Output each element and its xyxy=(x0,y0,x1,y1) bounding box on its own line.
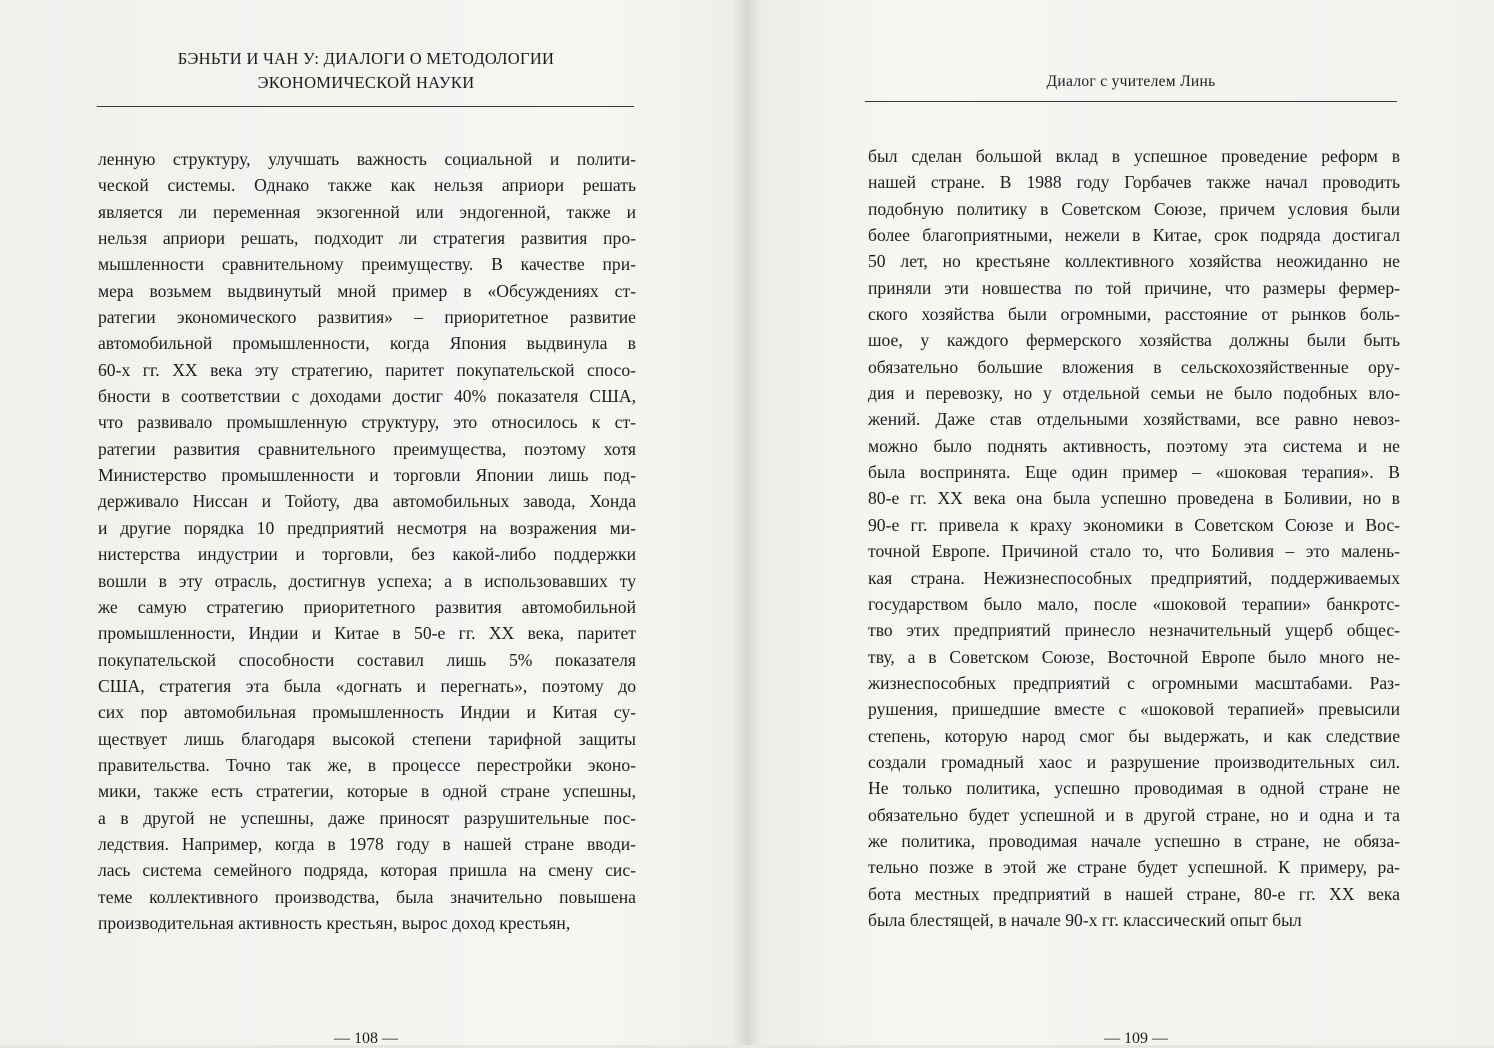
text-line: покупательской способности составил лишь 5% показателя xyxy=(98,649,636,670)
text-line: теме коллективного производства, была значительно повышена xyxy=(98,886,636,907)
text-line: ратегии развития сравнительного преимущества, поэтому хотя xyxy=(98,438,636,459)
text-line: а в другой не успешны, даже приносят разрушительные пос- xyxy=(98,807,636,828)
text-line: 60-х гг. XX века эту стратегию, паритет покупательской спосо- xyxy=(98,359,636,380)
text-line: жений. Даже став отдельными хозяйствами, все равно невоз- xyxy=(868,409,1400,430)
text-line: Не только политика, успешно проводимая в одной стране не xyxy=(868,778,1400,799)
text-line: 80-е гг. XX века она была успешно проведена в Боливии, но в xyxy=(868,488,1400,509)
text-line: нистерства индустрии и торговли, без какой-либо поддержки xyxy=(98,544,636,565)
text-line: обязательно будет успешной и в другой стране, но и одна и та xyxy=(868,804,1400,825)
text-line: тельно позже в этой же стране будет успешной. К примеру, ра- xyxy=(868,857,1400,878)
text-line: 50 лет, но крестьяне коллективного хозяйства неожиданно не xyxy=(868,251,1400,272)
text-line: мики, также есть стратегии, которые в одной стране успешны, xyxy=(98,781,636,802)
text-line: тво этих предприятий принесло незначительный ущерб общес- xyxy=(868,620,1400,641)
text-line: что развивало промышленную структуру, это относилось к ст- xyxy=(98,412,636,433)
running-head xyxy=(865,70,1397,94)
text-line: государством было мало, после «шоковой терапии» банкротс- xyxy=(868,593,1400,614)
running-head xyxy=(100,47,632,95)
text-line: бота местных предприятий в нашей стране, 80-е гг. XX века xyxy=(868,883,1400,904)
text-line: ского хозяйства были огромными, расстояние от рынков боль- xyxy=(868,304,1400,325)
text-line: рушения, пришедшие вместе с «шоковой терапией» превысили xyxy=(868,699,1400,720)
text-line: же самую стратегию приоритетного развития автомобильной xyxy=(98,596,636,617)
text-line: подобную политику в Советском Союзе, причем условия были xyxy=(868,198,1400,219)
text-line: ратегии экономического развития» – приоритетное развитие xyxy=(98,307,636,328)
page-number: — 109 — xyxy=(1104,1030,1168,1047)
body-text xyxy=(868,143,1400,933)
text-line: точной Европе. Причиной стало то, что Боливия – это малень- xyxy=(868,541,1400,562)
text-line: кая страна. Нежизнеспособных предприятий, поддерживаемых xyxy=(868,567,1400,588)
text-line: 90-е гг. привела к краху экономики в Советском Союзе и Вос- xyxy=(868,514,1400,535)
text-line: нашей стране. В 1988 году Горбачев также начал проводить xyxy=(868,172,1400,193)
text-line: промышленности, Индии и Китае в 50-е гг. XX века, паритет xyxy=(98,623,636,644)
header-rule xyxy=(97,106,634,107)
text-line: более благоприятными, нежели в Китае, срок подряда достигал xyxy=(868,225,1400,246)
text-line: лась система семейного подряда, которая пришла на смену сис- xyxy=(98,860,636,881)
page-number: — 108 — xyxy=(334,1030,398,1047)
text-line: производительная активность крестьян, вырос доход крестьян, xyxy=(98,912,571,933)
text-line: была блестящей, в начале 90-х гг. классический опыт был xyxy=(868,909,1302,930)
running-head-line: БЭНЬТИ И ЧАН У: ДИАЛОГИ О МЕТОДОЛОГИИ xyxy=(177,49,555,68)
text-line: обязательно большие вложения в сельскохозяйственные ору- xyxy=(868,356,1400,377)
text-line: и другие порядка 10 предприятий несмотря на возражения ми- xyxy=(98,517,636,538)
text-line: дия и перевозку, но у отдельной семьи не было подобных вло- xyxy=(868,383,1400,404)
text-line: сих пор автомобильная промышленность Индии и Китая су- xyxy=(98,702,636,723)
text-line: правительства. Точно так же, в процессе перестройки эконо- xyxy=(98,754,636,775)
text-line: автомобильной промышленности, когда Япония выдвинула в xyxy=(98,333,636,354)
text-line: ческой системы. Однако также как нельзя априори решать xyxy=(98,175,636,196)
left-page xyxy=(0,0,747,1045)
text-line: мышленности сравнительному преимуществу. В качестве при- xyxy=(98,254,636,275)
text-line: ленную структуру, улучшать важность социальной и полити- xyxy=(98,149,636,169)
text-line: бности в соответствии с доходами достиг 40% показателя США, xyxy=(98,386,636,407)
text-line: был сделан большой вклад в успешное проведение реформ в xyxy=(868,146,1400,166)
text-line: шое, у каждого фермерского хозяйства должны были быть xyxy=(868,330,1400,351)
right-page xyxy=(747,0,1494,1045)
text-line: можно было поднять активность, поэтому эта система и не xyxy=(868,435,1400,456)
text-line: ществует лишь благодаря высокой степени тарифной защиты xyxy=(98,728,636,749)
body-text xyxy=(98,146,636,936)
text-line: степень, которую народ смог бы выдержать, и как следствие xyxy=(868,725,1400,746)
running-head-line: ЭКОНОМИЧЕСКОЙ НАУКИ xyxy=(257,73,475,92)
text-line: приняли эти новшества по той причине, что размеры фермер- xyxy=(868,277,1400,298)
text-line: мера возьмем выдвинутый мной пример в «Обсуждениях ст- xyxy=(98,280,636,301)
text-line: была воспринята. Еще один пример – «шоковая терапия». В xyxy=(868,462,1400,483)
header-rule xyxy=(865,101,1397,102)
text-line: ледствия. Например, когда в 1978 году в нашей стране вводи- xyxy=(98,833,636,854)
text-line: держивало Ниссан и Тойоту, два автомобильных завода, Хонда xyxy=(98,491,636,512)
text-line: же политика, проводимая начале успешно в стране, не обяза- xyxy=(868,830,1400,851)
running-head-line: Диалог с учителем Линь xyxy=(1046,73,1216,90)
text-line: США, стратегия эта была «догнать и перегнать», поэтому до xyxy=(98,675,636,696)
text-line: тву, а в Советском Союзе, Восточной Европе было много не- xyxy=(868,646,1400,667)
text-line: жизнеспособных предприятий с огромными масштабами. Раз- xyxy=(868,672,1400,693)
text-line: является ли переменная экзогенной или эндогенной, также и xyxy=(98,201,636,222)
text-line: Министерство промышленности и торговли Японии лишь под- xyxy=(98,465,636,486)
text-line: вошли в эту отрасль, достигнув успеха; а в использовавших ту xyxy=(98,570,636,591)
text-line: создали громадный хаос и разрушение производительных сил. xyxy=(868,751,1400,772)
text-line: нельзя априори решать, подходит ли стратегия развития про- xyxy=(98,228,636,249)
